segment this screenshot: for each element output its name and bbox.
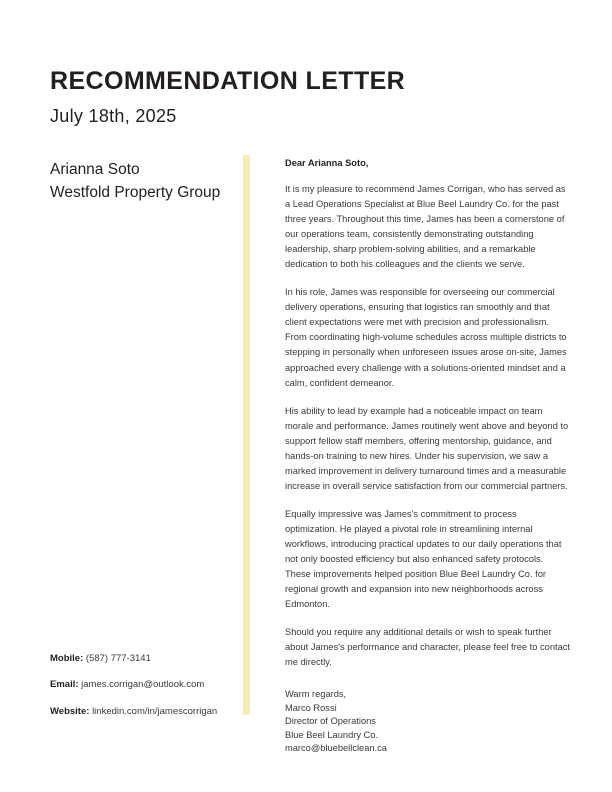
page-title: RECOMMENDATION LETTER bbox=[50, 67, 406, 95]
recipient-block bbox=[50, 160, 240, 204]
contact-value-email[interactable]: james.corrigan@outlook.com bbox=[81, 679, 205, 691]
contact-row-website bbox=[50, 705, 250, 719]
signoff-name: Marco Rossi bbox=[285, 702, 337, 713]
signature-block bbox=[285, 688, 570, 755]
contact-row-email bbox=[50, 678, 250, 692]
signoff-company: Blue Beel Laundry Co. bbox=[285, 729, 379, 740]
contact-label-email: Email: bbox=[50, 679, 79, 691]
recipient-organization: Westfold Property Group bbox=[50, 183, 221, 201]
letter-paragraph: In his role, James was responsible for overseeing our commercial delivery operations, ensuring that logistics ran smoothly and that client expectations were met with precision and professionalism. From coordinating high-volume schedules across multiple districts to stepping in personally when unforeseen issues arose on-site, James approached every challenge with a solutions-oriented mindset and a calm, confident demeanor. bbox=[285, 287, 567, 388]
contact-row-mobile bbox=[50, 652, 250, 666]
document-date: July 18th, 2025 bbox=[50, 105, 177, 126]
contact-details bbox=[50, 652, 250, 731]
document-header bbox=[50, 68, 570, 127]
contact-value-mobile: (587) 777-3141 bbox=[85, 653, 151, 664]
letter-paragraph: Should you require any additional details or wish to speak further about James's performance and character, please feel free to contact me directly. bbox=[285, 627, 570, 668]
accent-divider-bar bbox=[243, 155, 250, 715]
contact-label-website: Website: bbox=[50, 705, 90, 717]
salutation: Dear Arianna Soto, bbox=[285, 158, 369, 168]
letter-paragraph: Equally impressive was James's commitment to process optimization. He played a pivotal role in streamlining internal workflows, introducing practical updates to our daily operations that not only boosted efficiency but also enhanced safety protocols. These improvements helped position Blue Beel Laundry Co. for regional growth and expansion into new neighborhoods across Edmonton. bbox=[285, 508, 562, 610]
contact-label-mobile: Mobile: bbox=[50, 653, 84, 664]
letter-paragraph: His ability to lead by example had a noticeable impact on team morale and performance. James routinely went above and beyond to support fellow staff members, offering mentorship, guidance, and hands-on training to new hires. Under his supervision, we saw a marked improvement in delivery turnaround times and a measurable increase in overall service satisfaction from our commercial partners. bbox=[285, 405, 569, 491]
contact-value-website[interactable]: linkedin.com/in/jamescorrigan bbox=[92, 705, 218, 717]
letter-body bbox=[285, 158, 570, 756]
letter-paragraph: It is my pleasure to recommend James Corrigan, who has served as a Lead Operations Specialist at Blue Beel Laundry Co. for the past three years. Throughout this time, James has been a cornerstone of our operations team, consistently demonstrating outstanding leadership, sharp problem-solving abilities, and a remarkable dedication to both his colleagues and the clients we serve. bbox=[285, 184, 566, 270]
recipient-name: Arianna Soto bbox=[50, 161, 140, 178]
signoff-role: Director of Operations bbox=[285, 716, 376, 727]
signoff-email[interactable]: marco@bluebellclean.ca bbox=[285, 743, 387, 754]
signoff-closing: Warm regards, bbox=[285, 689, 347, 700]
